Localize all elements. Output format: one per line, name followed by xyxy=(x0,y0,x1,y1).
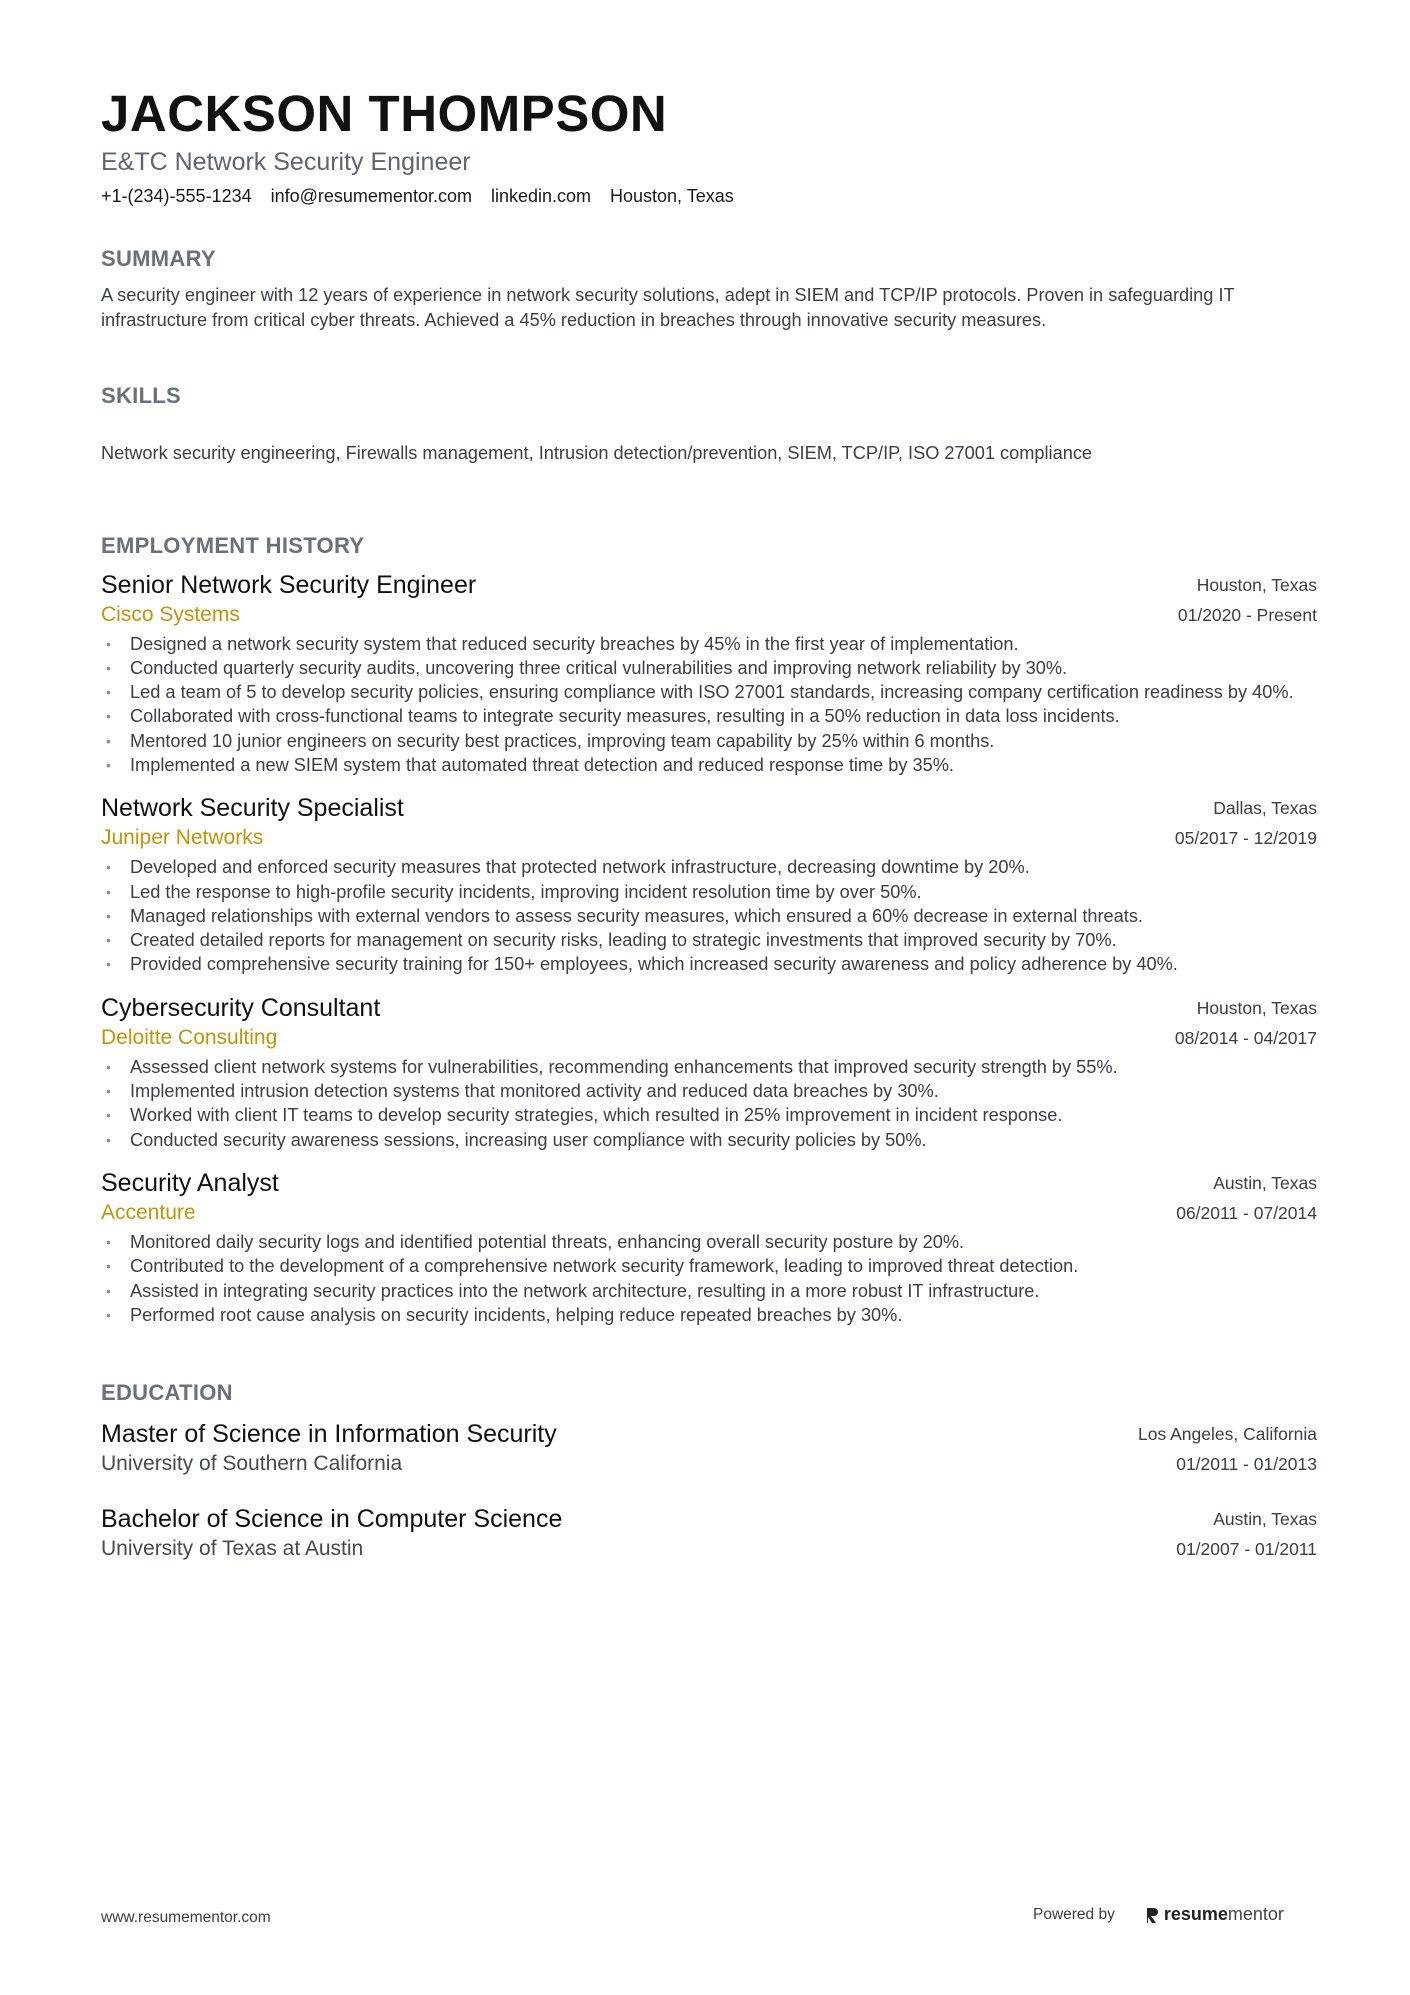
location: Houston, Texas xyxy=(610,186,734,206)
job-title: Cybersecurity Consultant xyxy=(101,993,381,1022)
school: University of Texas at Austin xyxy=(101,1537,364,1561)
job-title: Security Analyst xyxy=(101,1168,279,1197)
job-company: Deloitte Consulting xyxy=(101,1025,278,1049)
job-dates: 01/2020 - Present xyxy=(1177,604,1317,625)
school: University of Southern California xyxy=(101,1452,403,1476)
skills-heading: SKILLS xyxy=(101,383,182,408)
job-bullets xyxy=(101,632,1317,778)
job-title: Network Security Specialist xyxy=(101,794,404,823)
education-dates: 01/2011 - 01/2013 xyxy=(1176,1454,1317,1475)
bullet-item: • Implemented a new SIEM system that automated threat detection and reduced response time by 35%. xyxy=(106,754,954,775)
job-entry xyxy=(101,993,1317,1152)
bullet-item: • Mentored 10 junior engineers on security best practices, improving team capability by 25% within 6 months. xyxy=(106,730,995,751)
bullet-item: • Designed a network security system that reduced security breaches by 45% in the first year of implementation. xyxy=(106,633,1019,654)
phone: +1-(234)-555-1234 xyxy=(101,186,252,206)
education-entry xyxy=(101,1419,1317,1479)
bullet-item: • Worked with client IT teams to develop security strategies, which resulted in 25% improvement in incident response. xyxy=(106,1105,1063,1126)
education-entry xyxy=(101,1504,1317,1564)
job-title: Senior Network Security Engineer xyxy=(101,570,477,599)
job-company: Cisco Systems xyxy=(101,602,240,626)
degree: Master of Science in Information Security xyxy=(101,1420,557,1449)
job-company: Juniper Networks xyxy=(101,826,264,850)
job-location: Houston, Texas xyxy=(1196,997,1317,1018)
candidate-name: JACKSON THOMPSON xyxy=(101,85,668,142)
bullet-item: • Implemented intrusion detection systems that monitored activity and reduced data breaches by 30%. xyxy=(106,1081,939,1102)
job-header xyxy=(101,1168,1317,1228)
job-header xyxy=(101,570,1317,630)
job-dates: 08/2014 - 04/2017 xyxy=(1174,1027,1317,1048)
contact-line xyxy=(101,184,1317,208)
job-bullets xyxy=(101,855,1317,976)
brand-name-bold: resume xyxy=(1163,1904,1228,1924)
bullet-item: • Assessed client network systems for vulnerabilities, recommending enhancements that improved security strength by 55%. xyxy=(106,1056,1118,1077)
summary-text: A security engineer with 12 years of experience in network security solutions, adept in SIEM and TCP/IP protocols. Proven in safeguarding IT infrastructure from critical cyber threats. Achieved a 45% reduction in breaches through innovative security measures. xyxy=(101,285,1235,330)
bullet-item: • Assisted in integrating security practices into the network architecture, resulting in a more robust IT infrastructure. xyxy=(106,1280,1040,1301)
bullet-item: • Performed root cause analysis on security incidents, helping reduce repeated breaches by 30%. xyxy=(106,1304,903,1325)
job-company: Accenture xyxy=(101,1200,196,1224)
bullet-item: • Conducted security awareness sessions, increasing user compliance with security policies by 50%. xyxy=(106,1129,927,1150)
footer-branding xyxy=(1033,1904,1284,1925)
education-dates: 01/2007 - 01/2011 xyxy=(1176,1539,1317,1560)
job-header xyxy=(101,793,1317,853)
resumementor-logo-icon xyxy=(1145,1906,1159,1924)
job-title-headline: E&TC Network Security Engineer xyxy=(101,148,471,176)
job-entry xyxy=(101,570,1317,778)
job-bullets xyxy=(101,1230,1317,1327)
bullet-item: • Created detailed reports for management on security risks, leading to strategic investments that improved security by 70%. xyxy=(106,930,1117,951)
bullet-item: • Led a team of 5 to develop security policies, ensuring compliance with ISO 27001 standards, increasing company certification readiness by 40%. xyxy=(106,682,1294,703)
summary-heading: SUMMARY xyxy=(101,246,216,271)
footer-website[interactable]: www.resumementor.com xyxy=(101,1909,271,1926)
education-location: Austin, Texas xyxy=(1213,1509,1317,1530)
brand-name-light: mentor xyxy=(1227,1904,1284,1924)
job-entry xyxy=(101,793,1317,976)
bullet-item: • Led the response to high-profile security incidents, improving incident resolution time by over 50%. xyxy=(106,881,922,902)
brand-logo[interactable] xyxy=(1145,1904,1284,1925)
job-location: Austin, Texas xyxy=(1213,1172,1317,1193)
job-location: Houston, Texas xyxy=(1196,574,1317,595)
bullet-item: • Conducted quarterly security audits, uncovering three critical vulnerabilities and improving network reliability by 30%. xyxy=(106,657,1068,678)
bullet-item: • Contributed to the development of a comprehensive network security framework, leading to improved threat detection. xyxy=(106,1256,1079,1277)
skills-text: Network security engineering, Firewalls management, Intrusion detection/prevention, SIEM, TCP/IP, ISO 27001 compliance xyxy=(101,443,1093,463)
email[interactable]: info@resumementor.com xyxy=(270,186,472,206)
job-dates: 05/2017 - 12/2019 xyxy=(1174,828,1317,849)
job-entry xyxy=(101,1168,1317,1327)
degree: Bachelor of Science in Computer Science xyxy=(101,1505,563,1534)
job-bullets xyxy=(101,1055,1317,1152)
linkedin-link[interactable]: linkedin.com xyxy=(490,186,592,206)
job-header xyxy=(101,993,1317,1053)
job-location: Dallas, Texas xyxy=(1213,798,1317,819)
bullet-item: • Collaborated with cross-functional teams to integrate security measures, resulting in a 50% reduction in data loss incidents. xyxy=(106,706,1120,727)
education-location: Los Angeles, California xyxy=(1138,1424,1317,1445)
employment-heading: EMPLOYMENT HISTORY xyxy=(101,532,365,558)
resume-page xyxy=(101,0,1317,1564)
bullet-item: • Monitored daily security logs and identified potential threats, enhancing overall security posture by 20%. xyxy=(106,1231,965,1252)
education-heading: EDUCATION xyxy=(101,1380,233,1406)
job-dates: 06/2011 - 07/2014 xyxy=(1176,1202,1317,1223)
bullet-item: • Provided comprehensive security training for 150+ employees, which increased security awareness and policy adherence by 40%. xyxy=(106,954,1178,975)
bullet-item: • Developed and enforced security measures that protected network infrastructure, decreasing downtime by 20%. xyxy=(106,857,1030,878)
bullet-item: • Managed relationships with external vendors to assess security measures, which ensured a 60% decrease in external threats. xyxy=(106,905,1143,926)
powered-by-label: Powered by xyxy=(1033,1905,1115,1923)
